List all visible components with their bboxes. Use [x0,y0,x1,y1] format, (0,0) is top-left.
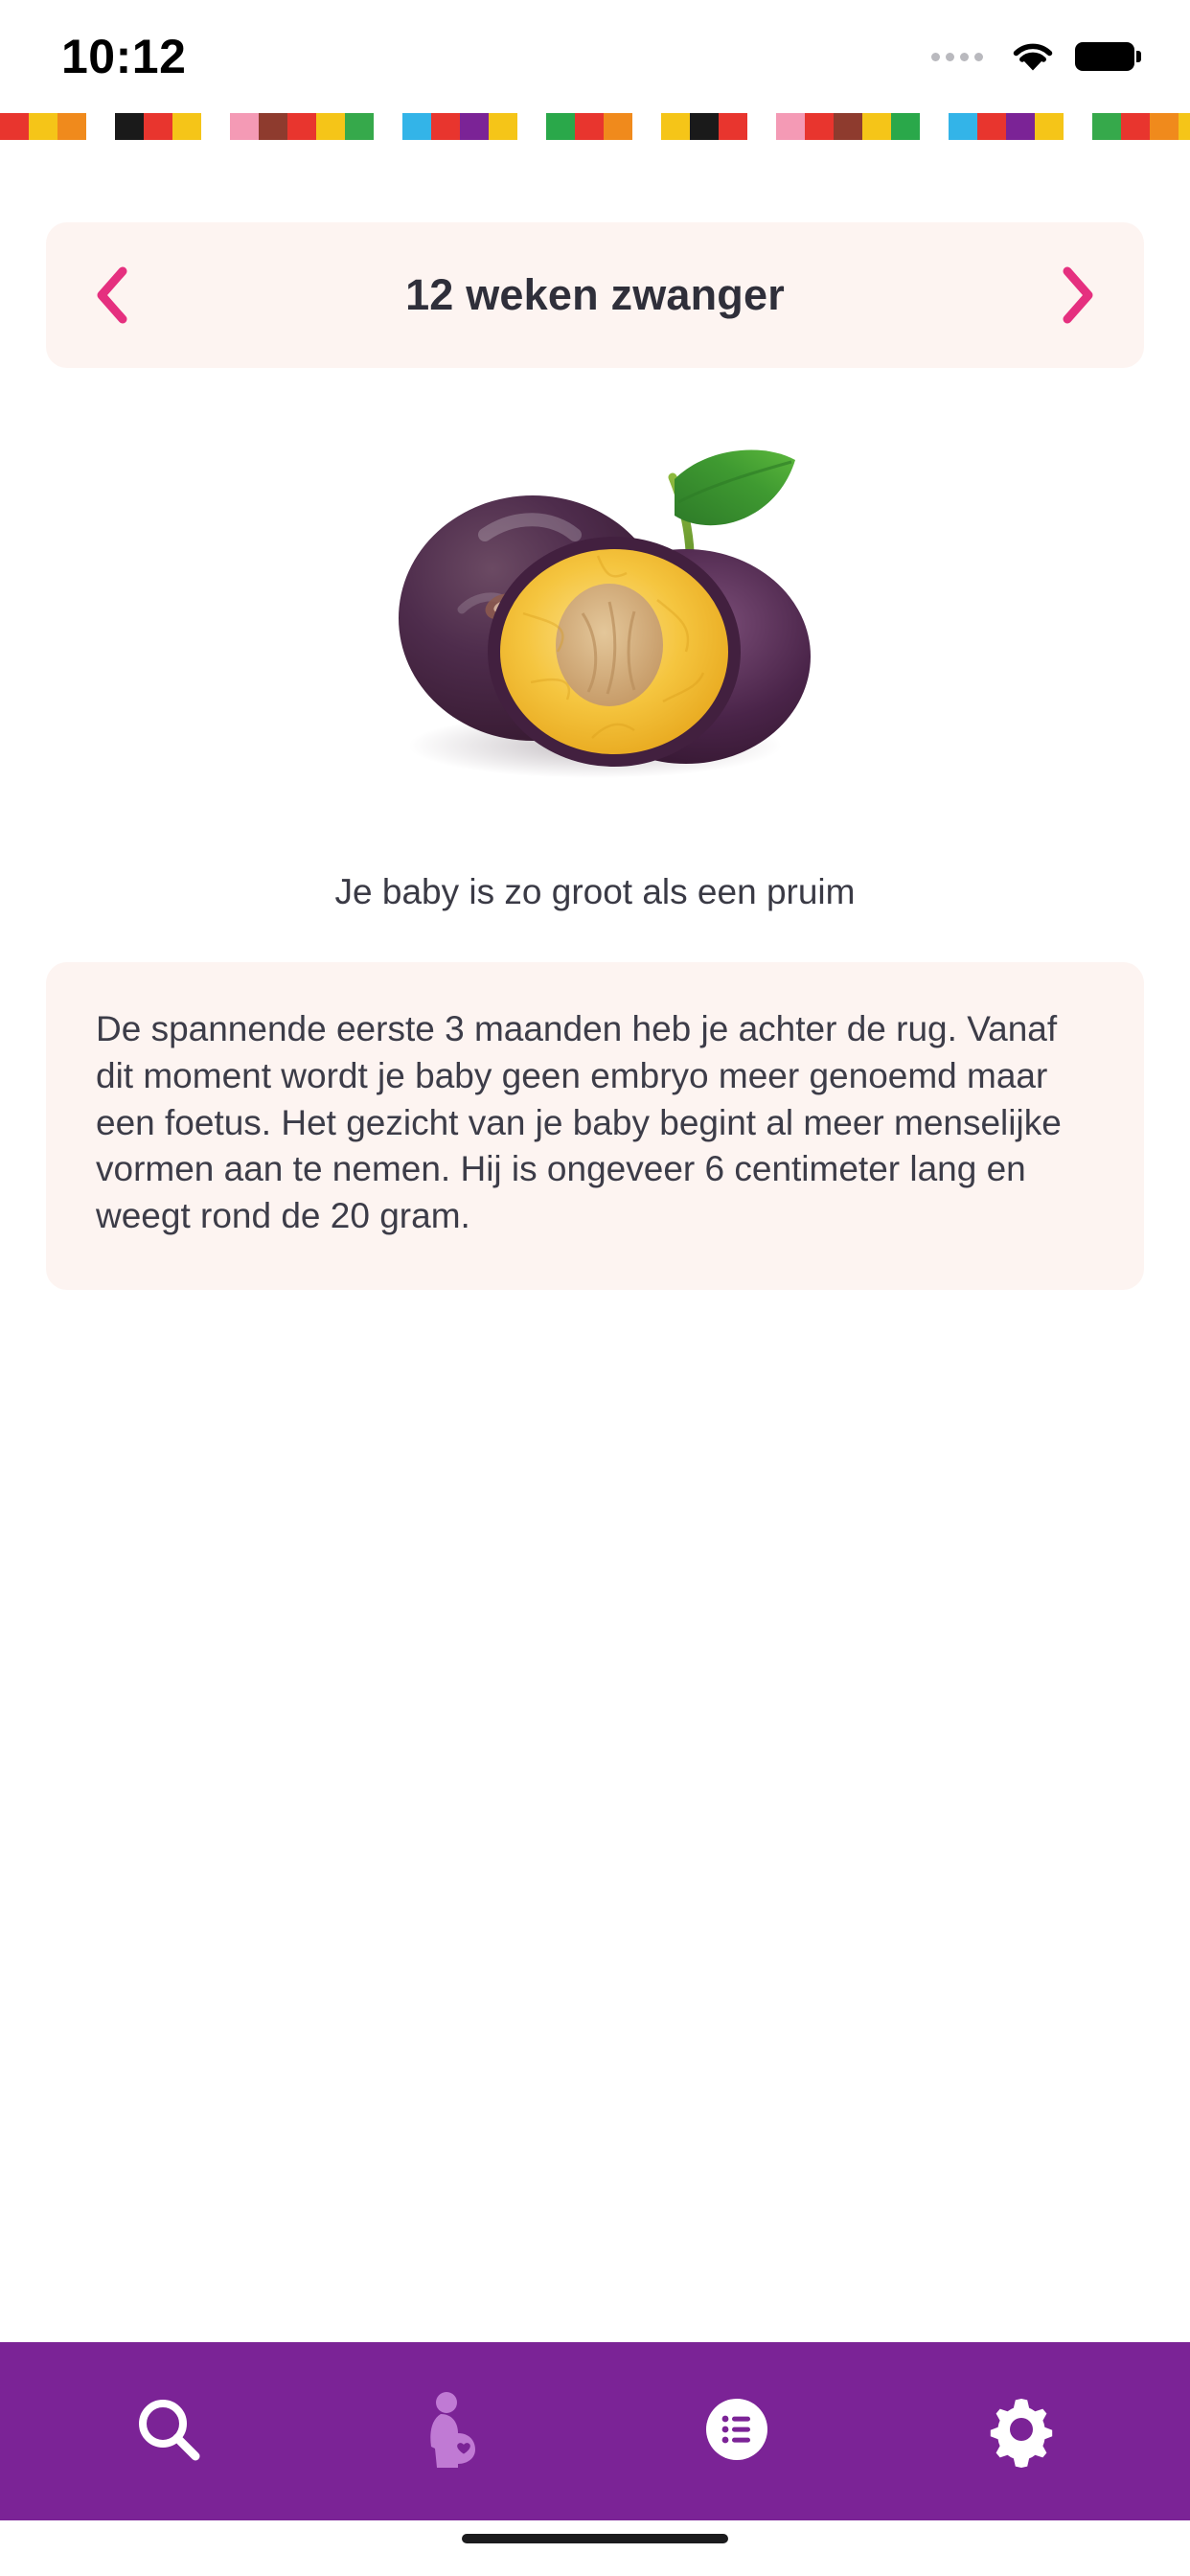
confetti-segment [805,113,834,140]
confetti-segment [29,113,57,140]
confetti-segment [259,113,287,140]
bottom-navigation-bar [0,2342,1190,2520]
confetti-segment [230,113,259,140]
confetti-segment [489,113,517,140]
confetti-segment [144,113,172,140]
confetti-segment [287,113,316,140]
confetti-segment [201,113,230,140]
main-content [0,140,1190,2342]
gear-icon [983,2391,1060,2472]
week-navigator [46,222,1144,368]
confetti-segment [460,113,489,140]
home-indicator-area [0,2520,1190,2576]
confetti-segment [345,113,374,140]
confetti-segment [604,113,632,140]
confetti-segment [977,113,1006,140]
confetti-segment [690,113,719,140]
info-card-text: De spannende eerste 3 maanden heb je achter de rug. Vanaf dit moment wordt je baby geen embryo meer genoemd maar een foetus. Het gezicht van je baby begint al meer menselijke vormen aan te nemen. Hij is ongeveer 6 centimeter lang en weegt rond de 20 gram. [96,1009,1062,1236]
confetti-segment [0,113,29,140]
confetti-segment [1150,113,1179,140]
confetti-segment [402,113,431,140]
confetti-stripe [0,113,1190,140]
confetti-segment [1006,113,1035,140]
nav-search-button[interactable] [102,2374,236,2489]
battery-full-icon [1075,42,1134,71]
confetti-segment [517,113,546,140]
confetti-segment [949,113,977,140]
page-title: 12 weken zwanger [405,270,785,319]
confetti-segment [747,113,776,140]
nav-pregnancy-button[interactable] [386,2374,520,2489]
confetti-segment [57,113,86,140]
fruit-caption: Je baby is zo groot als een pruim [334,872,856,911]
confetti-segment [1121,113,1150,140]
confetti-segment [374,113,402,140]
confetti-segment [575,113,604,140]
pregnant-woman-icon [422,2391,485,2472]
nav-settings-button[interactable] [954,2374,1088,2489]
list-icon [701,2394,772,2470]
confetti-segment [1064,113,1092,140]
confetti-segment [776,113,805,140]
status-time: 10:12 [61,30,187,83]
status-indicators [931,38,1134,75]
status-bar [0,0,1190,113]
confetti-segment [719,113,747,140]
confetti-segment [172,113,201,140]
home-indicator[interactable] [462,2534,728,2543]
confetti-segment [920,113,949,140]
confetti-segment [546,113,575,140]
nav-list-button[interactable] [670,2374,804,2489]
confetti-segment [862,113,891,140]
search-icon [133,2394,204,2470]
confetti-segment [431,113,460,140]
confetti-segment [891,113,920,140]
confetti-segment [1035,113,1064,140]
confetti-segment [1092,113,1121,140]
confetti-segment [661,113,690,140]
chevron-left-icon[interactable] [79,262,146,329]
confetti-segment [1179,113,1190,140]
confetti-segment [834,113,862,140]
confetti-segment [316,113,345,140]
plum-illustration [370,422,820,805]
confetti-segment [86,113,115,140]
confetti-segment [632,113,661,140]
wifi-icon [1008,38,1058,75]
signal-dots-icon [931,53,983,61]
chevron-right-icon[interactable] [1044,262,1111,329]
info-card [46,962,1144,1290]
confetti-segment [115,113,144,140]
fruit-illustration-area [46,422,1144,834]
